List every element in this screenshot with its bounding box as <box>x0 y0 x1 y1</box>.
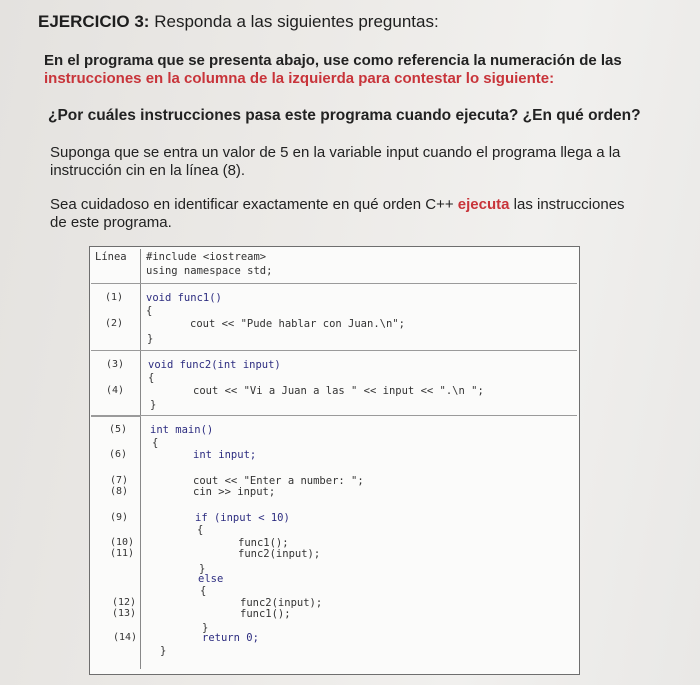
code-line: func2(input); <box>240 597 323 609</box>
line-column-header: Línea <box>95 251 127 263</box>
column-divider <box>140 249 141 669</box>
table-rule <box>91 283 577 284</box>
line-number: (11) <box>110 548 135 559</box>
line-number: (8) <box>110 486 129 497</box>
code-line: return 0; <box>202 632 259 644</box>
assumption-line-1: Suponga que se entra un valor de 5 en la variable input cuando el programa llega a la <box>50 144 621 161</box>
code-line: } <box>199 563 206 575</box>
code-line: { <box>152 437 159 449</box>
note-text-a: Sea cuidadoso en identificar exactamente en qué orden C++ <box>50 196 458 213</box>
code-line: { <box>148 372 155 384</box>
code-line: func1(); <box>238 537 289 549</box>
code-line: if (input < 10) <box>195 512 290 524</box>
code-line: { <box>146 305 153 317</box>
note-emphasis: ejecuta <box>457 196 510 213</box>
note-line-1 <box>50 196 625 214</box>
code-line: cout << "Enter a number: "; <box>193 475 364 487</box>
code-line: { <box>200 585 207 597</box>
code-line: void func1() <box>146 292 222 304</box>
code-line: } <box>160 645 167 657</box>
code-line: } <box>202 622 209 634</box>
code-line: cin >> input; <box>193 486 276 498</box>
line-number: (4) <box>106 385 125 396</box>
code-line: int main() <box>150 424 214 436</box>
intro-line-2: instrucciones en la columna de la izquierda para contestar lo siguiente: <box>44 70 555 87</box>
line-number: (6) <box>109 449 128 460</box>
line-number: (14) <box>113 632 138 643</box>
note-line-2: de este programa. <box>50 214 172 231</box>
code-table <box>89 246 580 675</box>
line-number: (9) <box>110 512 129 523</box>
line-number: (10) <box>110 537 135 548</box>
code-line: void func2(int input) <box>148 359 281 371</box>
code-line: int input; <box>193 449 257 461</box>
table-rule <box>91 350 577 351</box>
note-paragraph <box>50 196 625 232</box>
code-line: func2(input); <box>238 548 321 560</box>
code-line: } <box>147 333 154 345</box>
line-number: (5) <box>109 424 128 435</box>
exercise-number: EJERCICIO 3: <box>38 12 150 31</box>
code-line: func1(); <box>240 608 291 620</box>
line-number: (2) <box>105 318 124 329</box>
line-number: (13) <box>112 608 137 619</box>
line-number: (1) <box>105 292 124 303</box>
code-line: else <box>198 573 224 585</box>
code-line: cout << "Pude hablar con Juan.\n"; <box>190 318 405 330</box>
intro-paragraph <box>44 52 622 88</box>
assumption-line-2: instrucción cin en la línea (8). <box>50 162 246 179</box>
namespace-line: using namespace std; <box>146 265 273 277</box>
assumption-paragraph <box>50 144 620 180</box>
table-rule <box>91 416 141 417</box>
code-line: } <box>150 399 157 411</box>
code-line: cout << "Vi a Juan a las " << input << ".\n "; <box>193 385 484 397</box>
intro-line-1: En el programa que se presenta abajo, use como referencia la numeración de las <box>44 52 622 69</box>
include-line: #include <iostream> <box>146 251 267 263</box>
table-rule <box>91 415 577 416</box>
line-number: (12) <box>112 597 137 608</box>
line-number: (3) <box>106 359 125 370</box>
question: ¿Por cuáles instrucciones pasa este programa cuando ejecuta? ¿En qué orden? <box>48 107 641 124</box>
exercise-heading <box>38 12 439 32</box>
note-text-c: las instrucciones <box>509 196 625 213</box>
line-number: (7) <box>110 475 129 486</box>
code-line: { <box>197 524 204 536</box>
exercise-instruction: Responda a las siguientes preguntas: <box>154 12 439 31</box>
